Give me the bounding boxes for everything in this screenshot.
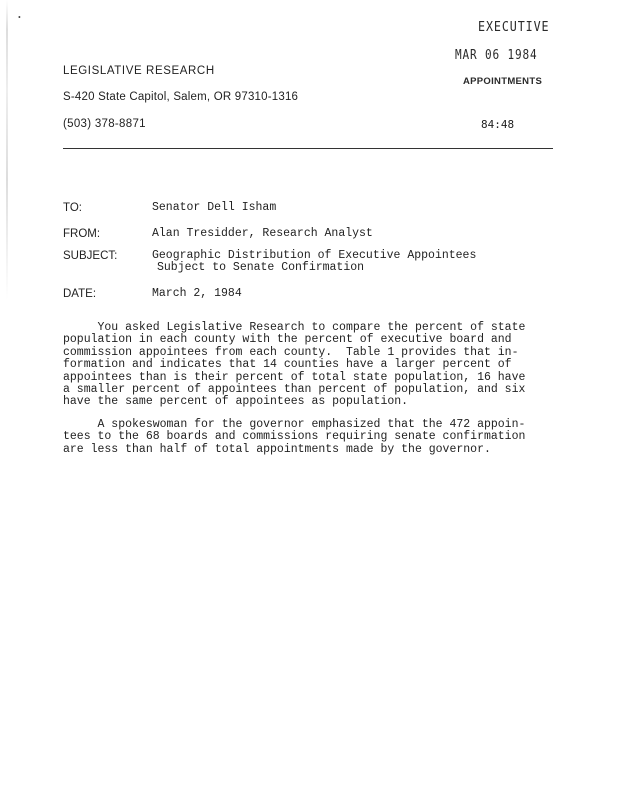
- body-paragraph-1: [63, 322, 563, 409]
- body-line: commission appointees from each county. Table 1 provides that in-: [63, 345, 519, 359]
- date-label: DATE:: [63, 288, 97, 300]
- scan-edge-mark: [6, 0, 8, 300]
- memo-number: 84:48: [481, 118, 515, 131]
- office-address: S-420 State Capitol, Salem, OR 97310-1316: [63, 91, 299, 103]
- header-divider: [63, 148, 553, 149]
- received-stamp-date: MAR 06 1984: [455, 48, 538, 63]
- from-value: Alan Tresidder, Research Analyst: [152, 227, 373, 240]
- body-line: have the same percent of appointees as population.: [63, 395, 409, 409]
- to-value: Senator Dell Isham: [152, 201, 277, 214]
- body-line: You asked Legislative Research to compare the percent of state: [63, 321, 526, 334]
- scan-speck: •: [18, 13, 21, 22]
- body-line: appointees than is their percent of total state population, 16 have: [63, 370, 526, 384]
- received-stamp-title: EXECUTIVE: [478, 20, 550, 35]
- subject-value-line-2: Subject to Senate Confirmation: [157, 261, 365, 274]
- received-stamp-department: APPOINTMENTS: [463, 76, 543, 87]
- body-line: population in each county with the percent of executive board and: [63, 333, 512, 347]
- body-line: A spokeswoman for the governor emphasized that the 472 appoin-: [63, 418, 526, 431]
- body-line: a smaller percent of appointees than percent of population, and six: [63, 383, 526, 397]
- office-name: LEGISLATIVE RESEARCH: [63, 65, 215, 77]
- body-paragraph-2: [63, 419, 563, 456]
- from-label: FROM:: [63, 228, 101, 240]
- body-line: are less than half of total appointments made by the governor.: [63, 442, 491, 456]
- subject-label: SUBJECT:: [63, 250, 118, 262]
- body-line: formation and indicates that 14 counties have a larger percent of: [63, 358, 512, 372]
- to-label: TO:: [63, 202, 82, 214]
- date-value: March 2, 1984: [152, 287, 242, 300]
- subject-value-line-1: Geographic Distribution of Executive Appointees: [152, 249, 477, 262]
- office-phone: (503) 378-8871: [63, 118, 146, 130]
- body-line: tees to the 68 boards and commissions requiring senate confirmation: [63, 430, 526, 444]
